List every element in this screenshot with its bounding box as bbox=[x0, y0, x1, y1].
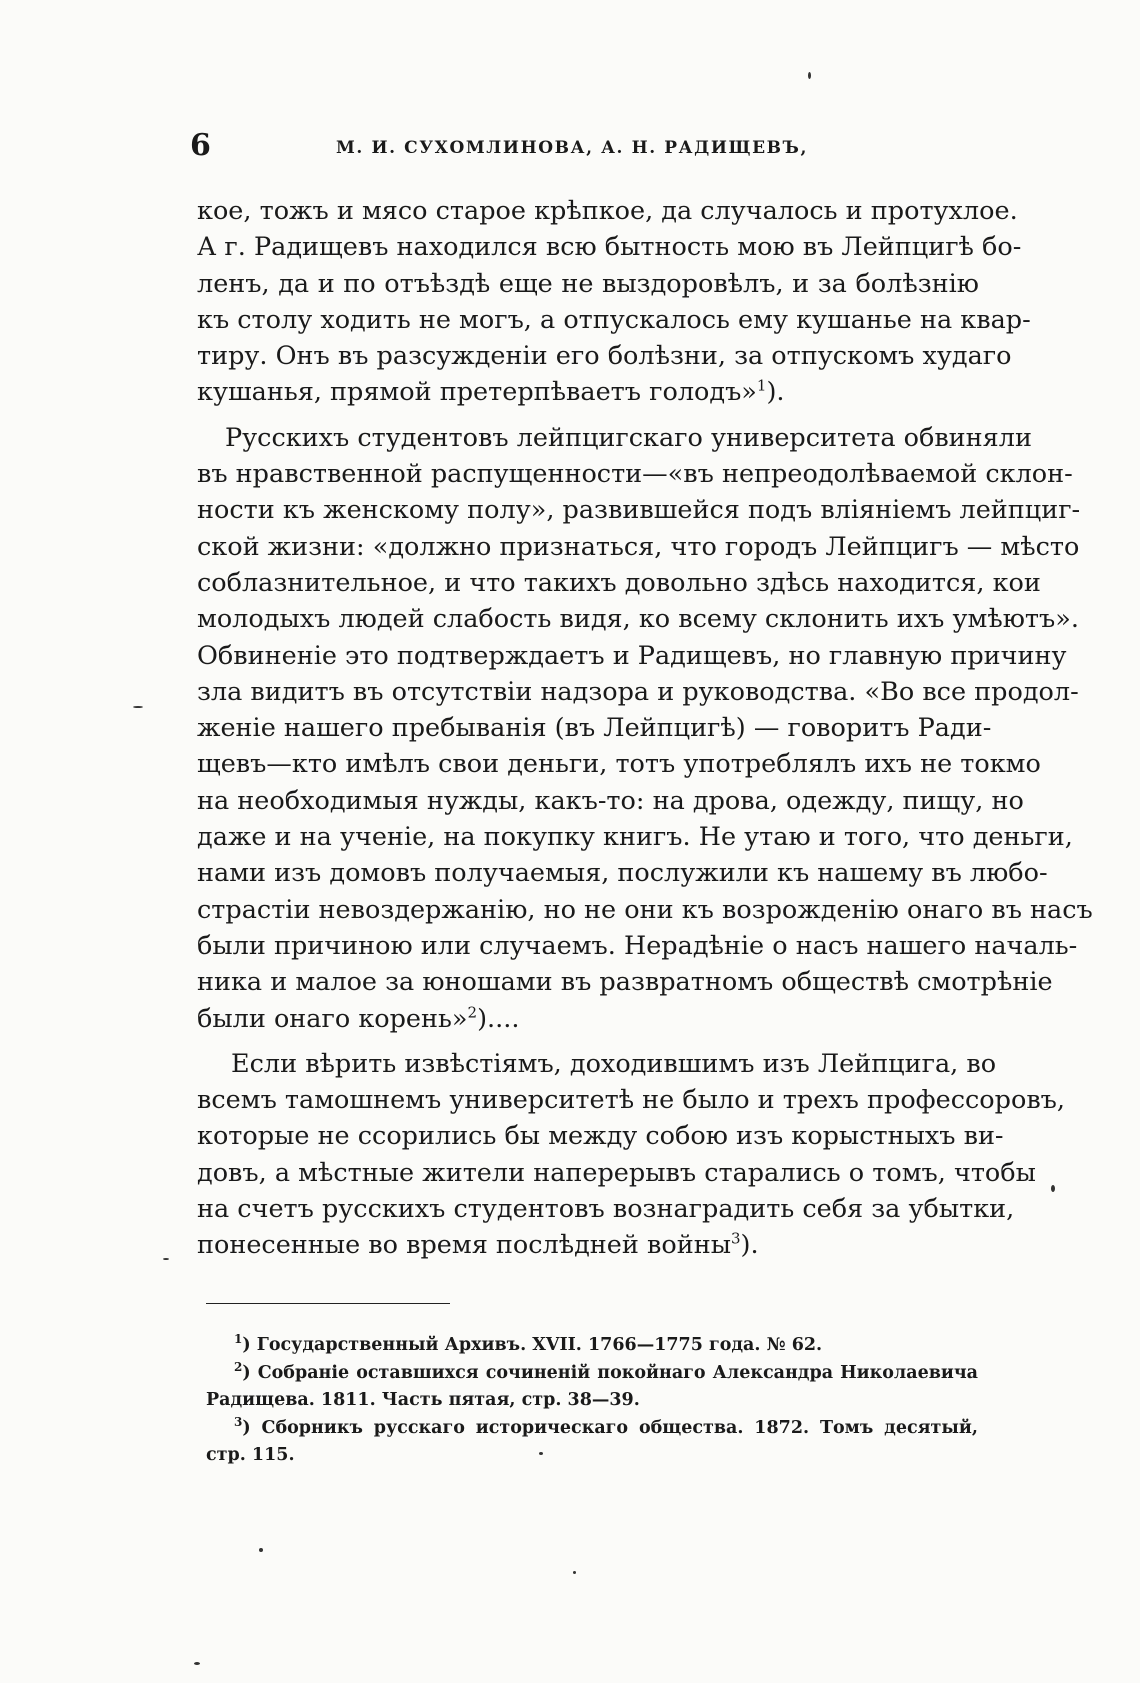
text-line bbox=[197, 1001, 979, 1037]
scan-speck bbox=[133, 706, 143, 708]
scan-speck bbox=[573, 1571, 576, 1574]
text-line bbox=[197, 374, 979, 410]
text-line: на необходимыя нужды, какъ-то: на дрова, одежду, пищу, но bbox=[197, 785, 1024, 816]
footnote-ref-2: 2 bbox=[467, 1003, 478, 1022]
text-line: нами изъ домовъ получаемыя, послужили къ нашему въ любо- bbox=[197, 858, 1048, 889]
footnote-2: $^2$) Собраніе оставшихся сочиненій покойнаго Александра Николаевича bbox=[234, 1359, 978, 1383]
scan-speck bbox=[194, 1662, 200, 1665]
text-line: къ столу ходить не могъ, а отпускалось ему кушанье на квар- bbox=[197, 304, 1031, 335]
text-line: которые не ссорились бы между собою изъ корыстныхъ ви- bbox=[197, 1121, 1004, 1152]
scan-speck bbox=[259, 1548, 263, 1552]
text-line: тиру. Онъ въ разсужденіи его болѣзни, за отпускомъ худаго bbox=[197, 341, 1012, 372]
text-line-tail: ). bbox=[740, 1230, 759, 1261]
text-line: страстіи невоздержанію, но не они къ возрожденію онаго въ насъ bbox=[197, 894, 1093, 925]
scan-speck bbox=[539, 1452, 543, 1455]
text-line: ности къ женскому полу», развившейся подъ вліяніемъ лейпциг- bbox=[197, 495, 1081, 526]
footnote-1: $^1$) Государственный Архивъ. XVII. 1766—1775 года. № 62. bbox=[234, 1332, 823, 1355]
paragraph-1 bbox=[197, 193, 1031, 411]
text-line: щевъ—кто имѣлъ свои деньги, тотъ употреблялъ ихъ не токмо bbox=[197, 749, 1041, 780]
text-line: Обвиненіе это подтверждаетъ и Радищевъ, но главную причину bbox=[197, 640, 1067, 671]
footnotes bbox=[206, 1332, 978, 1470]
paragraph-2 bbox=[197, 420, 1093, 1037]
text-line: соблазнительное, и что такихъ довольно здѣсь находится, кои bbox=[197, 567, 1041, 598]
text-line: А г. Радищевъ находился всю бытность мою въ Лейпцигѣ бо- bbox=[197, 232, 1022, 263]
text-line: зла видитъ въ отсутствіи надзора и руководства. «Во все продол- bbox=[197, 676, 1079, 707]
footnote-3-cont: стр. 115. bbox=[206, 1445, 295, 1465]
footnote-marker: 1 bbox=[234, 1332, 243, 1347]
scan-speck bbox=[163, 1258, 169, 1260]
footnote-text: Государственный Архивъ. XVII. 1766—1775 года. № 62. bbox=[256, 1335, 823, 1355]
footnote-marker: 3 bbox=[234, 1414, 243, 1429]
scan-speck bbox=[1051, 1185, 1055, 1192]
footnote-ref-3: 3 bbox=[731, 1229, 741, 1248]
text-line: въ нравственной распущенности—«въ непреодолѣваемой склон- bbox=[197, 459, 1073, 490]
text-line-tail: ). bbox=[766, 377, 785, 408]
text-line-content: Если вѣрить извѣстіямъ, доходившимъ изъ Лейпцига, во bbox=[231, 1048, 997, 1079]
page-number: 6 bbox=[190, 128, 211, 163]
text-line: ской жизни: «должно признаться, что городъ Лейпцигъ — мѣсто bbox=[197, 531, 1080, 562]
text-line-content: Русскихъ студентовъ лейпцигскаго университета обвиняли bbox=[225, 422, 1032, 453]
text-line: довъ, а мѣстные жители наперерывъ старались о томъ, чтобы bbox=[197, 1157, 1036, 1188]
text-line: ленъ, да и по отъѣздѣ еще не выздоровѣлъ, и за болѣзнію bbox=[197, 268, 979, 299]
running-head: М. И. СУХОМЛИНОВА, А. Н. РАДИЩЕВЪ, bbox=[336, 138, 808, 158]
text-line-tail: ).... bbox=[477, 1003, 520, 1034]
text-line: на счетъ русскихъ студентовъ вознаградить себя за убытки, bbox=[197, 1194, 1015, 1225]
text-line bbox=[197, 1227, 979, 1263]
text-line-content: были онаго корень» bbox=[197, 1003, 468, 1034]
text-line bbox=[197, 1046, 997, 1082]
text-line-content: кушанья, прямой претерпѣваетъ голодъ» bbox=[197, 377, 757, 408]
footnote-3: $^3$) Сборникъ русскаго историческаго общества. 1872. Томъ десятый, bbox=[234, 1414, 979, 1438]
footnote-divider bbox=[206, 1303, 450, 1304]
footnote-marker: 2 bbox=[234, 1359, 243, 1374]
footnote-text: Сборникъ русскаго историческаго общества. 1872. Томъ десятый, bbox=[261, 1417, 979, 1438]
paragraph-3 bbox=[197, 1046, 1066, 1264]
scan-speck bbox=[808, 72, 811, 79]
footnote-2-cont: Радищева. 1811. Часть пятая, стр. 38—39. bbox=[206, 1390, 640, 1410]
text-line bbox=[197, 420, 1032, 456]
text-line: женіе нашего пребыванія (въ Лейпцигѣ) — говоритъ Ради- bbox=[197, 713, 992, 744]
footnote-ref-1: 1 bbox=[756, 376, 767, 395]
text-line: кое, тожъ и мясо старое крѣпкое, да случалось и протухлое. bbox=[197, 196, 1018, 226]
text-line: молодыхъ людей слабость видя, ко всему склонить ихъ умѣютъ». bbox=[197, 604, 1079, 635]
page-header bbox=[190, 128, 980, 168]
text-line: были причиною или случаемъ. Нерадѣніе о насъ нашего началь- bbox=[197, 930, 1078, 961]
body-text bbox=[197, 193, 1093, 1264]
text-line: всемъ тамошнемъ университетѣ не было и трехъ профессоровъ, bbox=[197, 1085, 1066, 1116]
text-line: ника и малое за юношами въ развратномъ обществѣ смотрѣніе bbox=[197, 967, 1053, 998]
text-line: даже и на ученіе, на покупку книгъ. Не утаю и того, что деньги, bbox=[197, 822, 1073, 853]
text-line-content: понесенные во время послѣдней войны bbox=[197, 1230, 731, 1261]
footnote-text: Собраніе оставшихся сочиненій покойнаго Александра Николаевича bbox=[257, 1362, 978, 1383]
